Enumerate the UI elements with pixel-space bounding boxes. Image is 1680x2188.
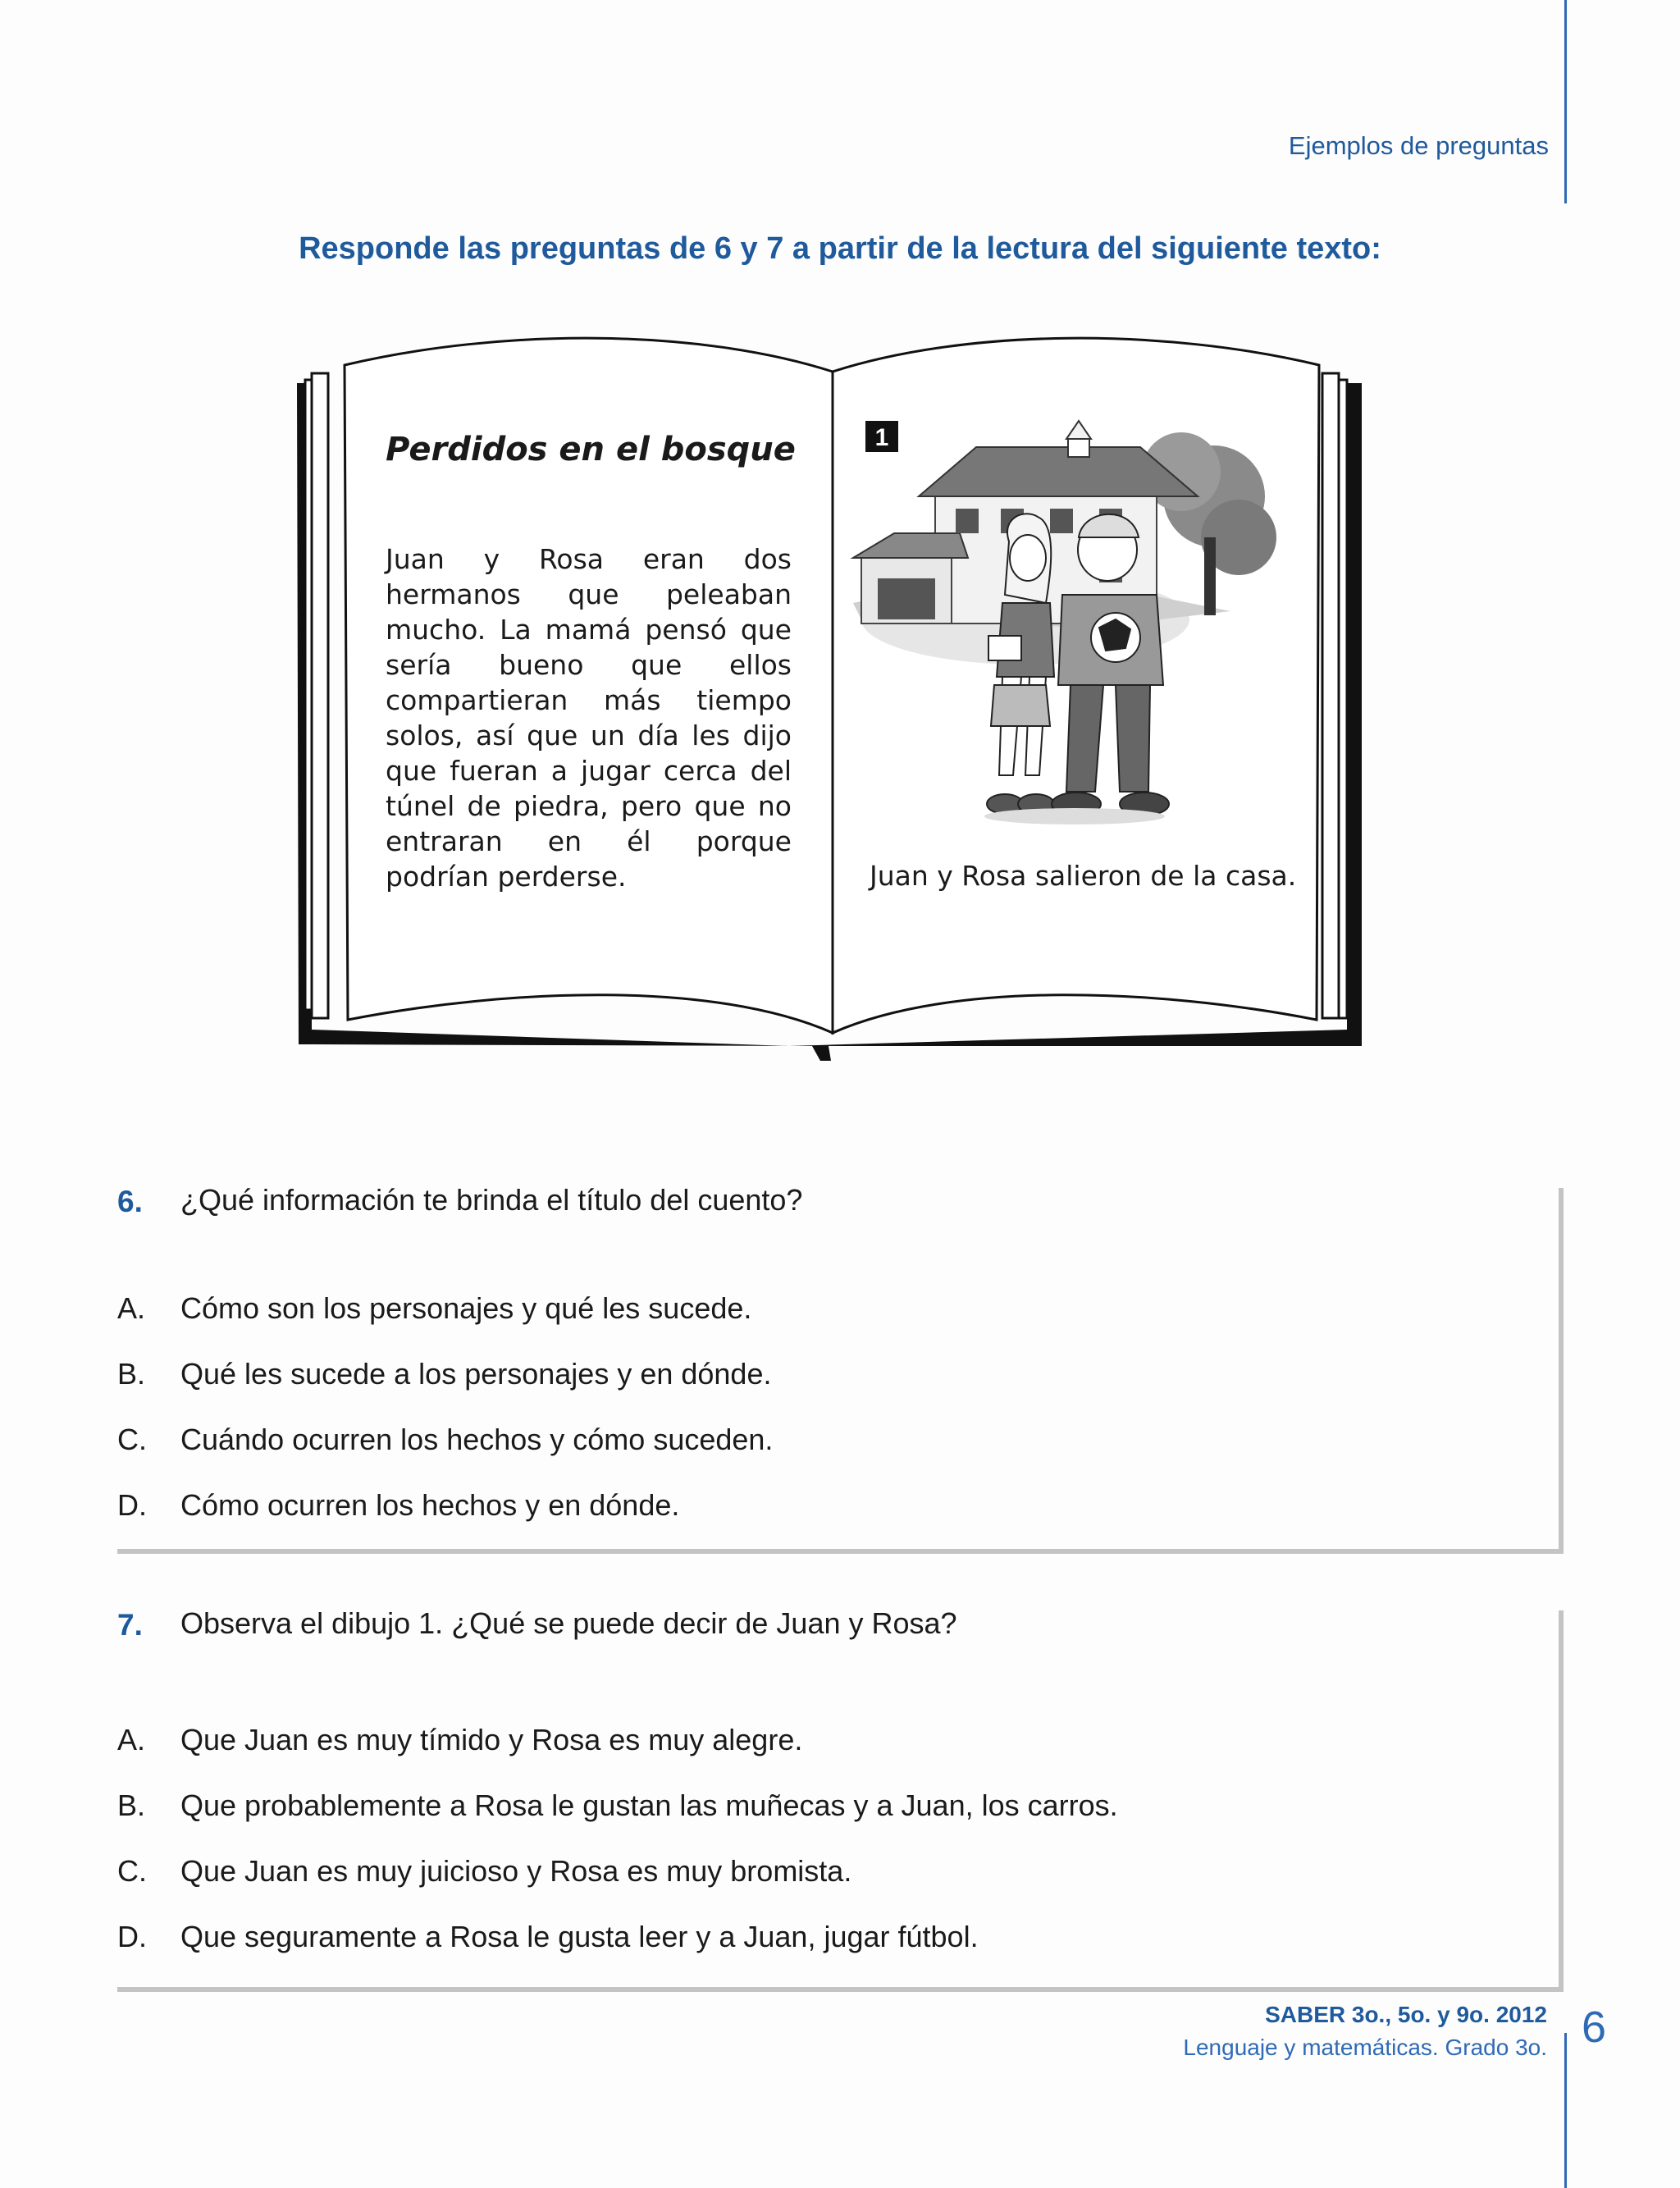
option-letter: A. xyxy=(117,1291,146,1325)
option-letter: B. xyxy=(117,1357,146,1391)
question-6-frame-right xyxy=(1559,1188,1564,1554)
option-a[interactable]: Que Juan es muy tímido y Rosa es muy alegre. xyxy=(180,1723,803,1756)
option-letter: A. xyxy=(117,1723,146,1756)
question-6-frame-bottom xyxy=(117,1549,1564,1554)
option-letter: D. xyxy=(117,1488,147,1522)
option-letter: B. xyxy=(117,1788,146,1822)
header-rule xyxy=(1564,0,1567,203)
question-number: 7. xyxy=(117,1608,143,1642)
option-b[interactable]: Que probablemente a Rosa le gustan las muñecas y a Juan, los carros. xyxy=(180,1788,1118,1822)
section-label: Ejemplos de preguntas xyxy=(1288,131,1549,160)
page-number: 6 xyxy=(1582,2003,1607,2052)
option-b[interactable]: Qué les sucede a los personajes y en dónde. xyxy=(180,1357,772,1391)
question-7-frame-right xyxy=(1559,1610,1564,1992)
option-letter: D. xyxy=(117,1920,147,1953)
question-text: Observa el dibujo 1. ¿Qué se puede decir de Juan y Rosa? xyxy=(180,1606,957,1640)
footer-subject: Lenguaje y matemáticas. Grado 3o. xyxy=(1183,2035,1547,2060)
option-d[interactable]: Que seguramente a Rosa le gusta leer y a Juan, jugar fútbol. xyxy=(180,1920,979,1953)
option-c[interactable]: Que Juan es muy juicioso y Rosa es muy bromista. xyxy=(180,1854,852,1888)
question-number: 6. xyxy=(117,1185,143,1218)
option-a[interactable]: Cómo son los personajes y qué les sucede. xyxy=(180,1291,752,1325)
figure-caption: Juan y Rosa salieron de la casa. xyxy=(870,860,1297,892)
option-letter: C. xyxy=(117,1423,147,1456)
story-title: Perdidos en el bosque xyxy=(386,431,796,468)
instruction-heading: Responde las preguntas de 6 y 7 a partir de la lectura del siguiente texto: xyxy=(299,231,1381,266)
figure-number: 1 xyxy=(874,424,889,451)
question-7-frame-bottom xyxy=(117,1987,1564,1992)
story-text: Juan y Rosa eran dos hermanos que peleaban mucho. La mamá pensó que sería bueno que ellos compartieran más tiempo solos, así que un día les dijo que fueran a jugar cerca del túnel de piedra, pero que no entraran en él porque podrían perderse. xyxy=(386,543,792,893)
option-c[interactable]: Cuándo ocurren los hechos y cómo suceden. xyxy=(180,1423,774,1456)
footer-rule xyxy=(1564,2033,1567,2188)
question-text: ¿Qué información te brinda el título del cuento? xyxy=(180,1183,803,1217)
option-d[interactable]: Cómo ocurren los hechos y en dónde. xyxy=(180,1488,680,1522)
footer-publication: SABER 3o., 5o. y 9o. 2012 xyxy=(1265,2002,1547,2027)
option-letter: C. xyxy=(117,1854,147,1888)
